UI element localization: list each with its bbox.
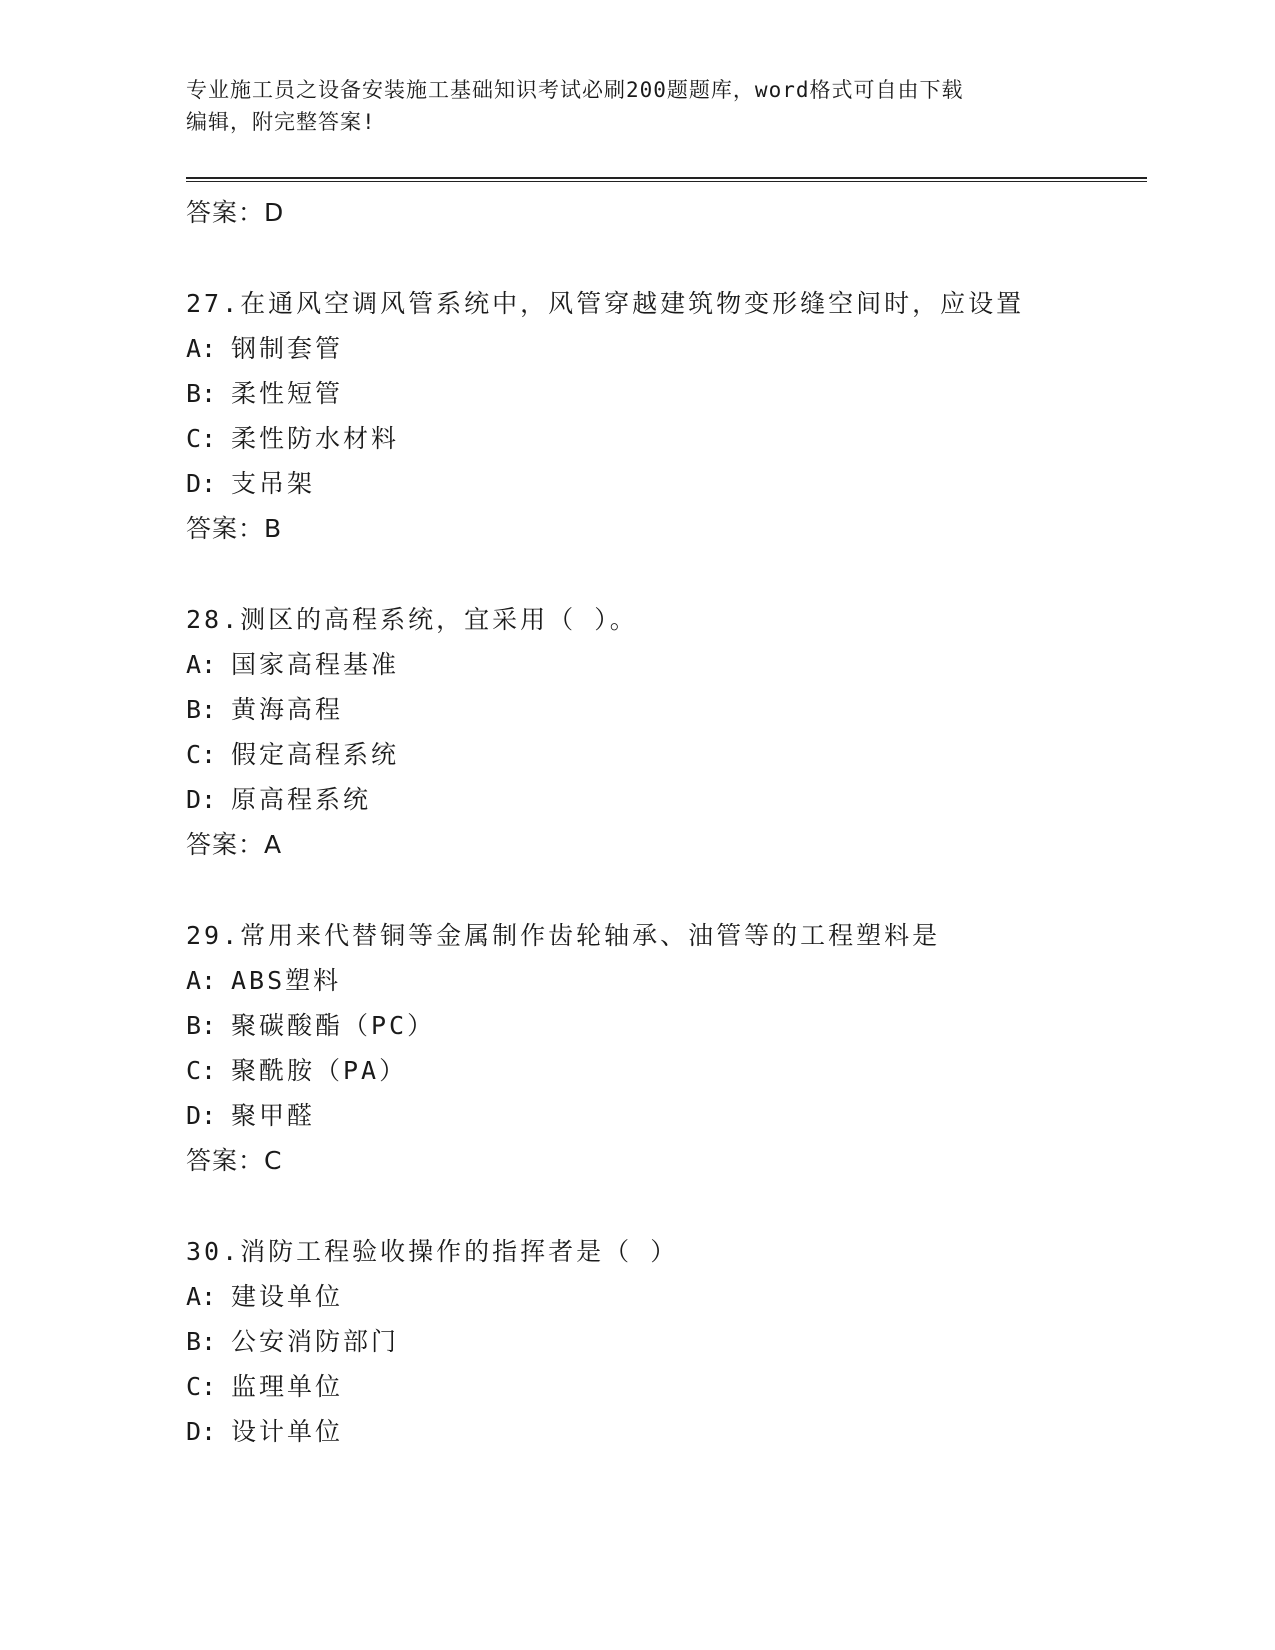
option-b bbox=[186, 1003, 1146, 1048]
spacer bbox=[186, 1183, 1146, 1229]
option-label: B: bbox=[186, 379, 217, 408]
option-text: 国家高程基准 bbox=[231, 650, 400, 679]
option-label: D: bbox=[186, 1417, 217, 1446]
question-text: 27.在通风空调风管系统中，风管穿越建筑物变形缝空间时，应设置 bbox=[186, 289, 1025, 318]
option-label: C: bbox=[186, 1056, 217, 1085]
option-label: B: bbox=[186, 695, 217, 724]
question-text: 29.常用来代替铜等金属制作齿轮轴承、油管等的工程塑料是 bbox=[186, 921, 941, 950]
spacer bbox=[186, 867, 1146, 913]
option-text: 聚碳酸酯（PC） bbox=[231, 1011, 436, 1040]
spacer bbox=[186, 235, 1146, 281]
option-text: 聚甲醛 bbox=[231, 1101, 316, 1130]
option-c bbox=[186, 416, 1146, 461]
option-label: C: bbox=[186, 424, 217, 453]
header-line-1: 专业施工员之设备安装施工基础知识考试必刷200题题库，word格式可自由下载 bbox=[186, 78, 964, 102]
option-label: A: bbox=[186, 966, 217, 995]
option-text: 柔性短管 bbox=[231, 379, 344, 408]
option-a bbox=[186, 958, 1146, 1003]
option-c bbox=[186, 732, 1146, 777]
option-text: ABS塑料 bbox=[231, 966, 342, 995]
question-text: 30.消防工程验收操作的指挥者是（ ） bbox=[186, 1237, 679, 1266]
option-text: 支吊架 bbox=[231, 469, 316, 498]
option-label: C: bbox=[186, 1372, 217, 1401]
option-c bbox=[186, 1048, 1146, 1093]
option-label: B: bbox=[186, 1327, 217, 1356]
option-d bbox=[186, 461, 1146, 506]
option-text: 公安消防部门 bbox=[231, 1327, 400, 1356]
option-d bbox=[186, 1409, 1146, 1454]
option-b bbox=[186, 1319, 1146, 1364]
option-text: 设计单位 bbox=[231, 1417, 344, 1446]
question-list bbox=[186, 190, 1146, 1454]
answer-line: 答案：B bbox=[186, 514, 283, 543]
answer-line: 答案：D bbox=[186, 198, 285, 227]
option-b bbox=[186, 687, 1146, 732]
option-d bbox=[186, 777, 1146, 822]
option-label: A: bbox=[186, 650, 217, 679]
document-header bbox=[186, 74, 1086, 138]
question-block bbox=[186, 913, 1146, 1183]
option-a bbox=[186, 642, 1146, 687]
option-text: 原高程系统 bbox=[231, 785, 372, 814]
option-b bbox=[186, 371, 1146, 416]
option-label: D: bbox=[186, 785, 217, 814]
question-text: 28.测区的高程系统，宜采用（ ）。 bbox=[186, 605, 638, 634]
option-label: C: bbox=[186, 740, 217, 769]
option-text: 柔性防水材料 bbox=[231, 424, 400, 453]
option-label: D: bbox=[186, 1101, 217, 1130]
option-text: 假定高程系统 bbox=[231, 740, 400, 769]
option-a bbox=[186, 326, 1146, 371]
question-block bbox=[186, 1229, 1146, 1454]
option-label: A: bbox=[186, 334, 217, 363]
option-c bbox=[186, 1364, 1146, 1409]
option-a bbox=[186, 1274, 1146, 1319]
option-label: A: bbox=[186, 1282, 217, 1311]
option-text: 监理单位 bbox=[231, 1372, 344, 1401]
answer-line: 答案：A bbox=[186, 830, 283, 859]
header-divider bbox=[186, 177, 1147, 182]
header-line-2: 编辑，附完整答案! bbox=[186, 110, 376, 134]
question-block bbox=[186, 281, 1146, 551]
option-text: 黄海高程 bbox=[231, 695, 344, 724]
question-block bbox=[186, 597, 1146, 867]
spacer bbox=[186, 551, 1146, 597]
option-label: D: bbox=[186, 469, 217, 498]
option-label: B: bbox=[186, 1011, 217, 1040]
option-d bbox=[186, 1093, 1146, 1138]
answer-line: 答案：C bbox=[186, 1146, 283, 1175]
option-text: 钢制套管 bbox=[231, 334, 344, 363]
option-text: 建设单位 bbox=[231, 1282, 344, 1311]
option-text: 聚酰胺（PA） bbox=[231, 1056, 408, 1085]
